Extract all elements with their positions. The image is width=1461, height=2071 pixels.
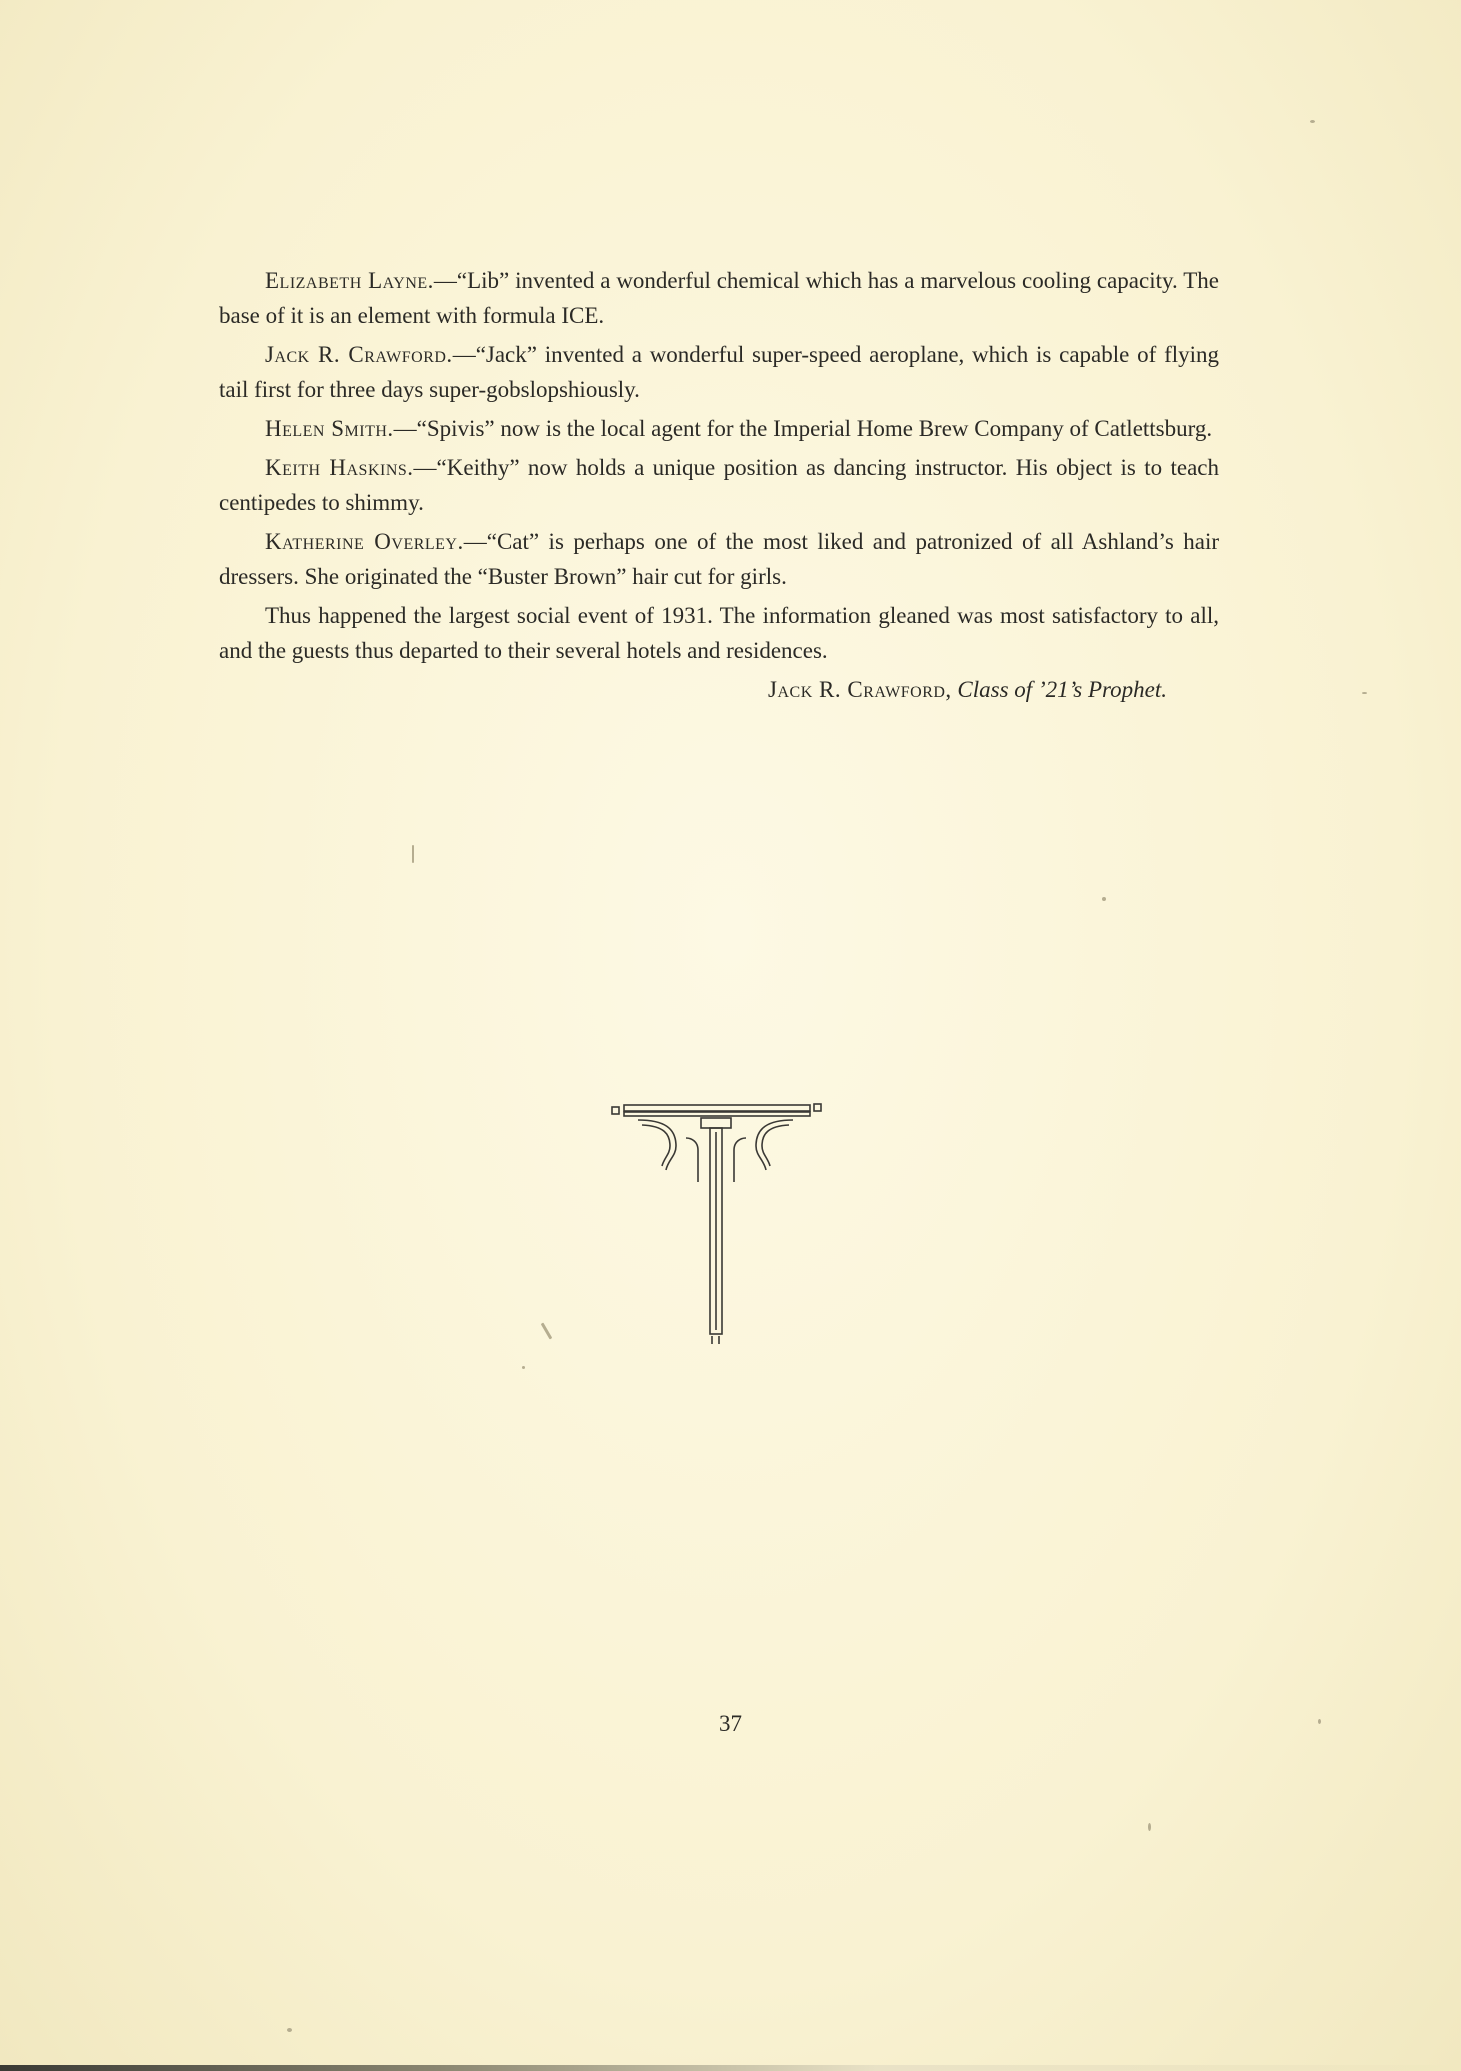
entry-name: Jack R. Crawford. [265, 342, 453, 367]
entry-paragraph [219, 450, 1219, 520]
t-shaped-ornament-icon [606, 1098, 828, 1346]
paper-speck [1310, 120, 1315, 123]
entry-name: Katherine Overley. [265, 529, 464, 554]
paper-speck [1362, 692, 1367, 694]
entry-text: —“Cat” is perhaps one of the most liked and patronized of all Ashland’s hair dressers. She originated the “Buster Brown” hair cut for girls. [219, 529, 1219, 589]
entry-paragraph [219, 411, 1219, 446]
entry-name: Keith Haskins. [265, 455, 414, 480]
paper-speck [1148, 1823, 1151, 1831]
paper-speck [412, 845, 414, 863]
entry-text: —“Spivis” now is the local agent for the Imperial Home Brew Company of Catlettsburg. [393, 416, 1213, 441]
entry-text: —“Keithy” now holds a unique position as dancing instructor. His object is to teach centipedes to shimmy. [219, 455, 1219, 515]
scan-edge [0, 2065, 1461, 2071]
entry-paragraph [219, 337, 1219, 407]
page-number: 37 [719, 1711, 742, 1736]
signature-title: Class of ’21’s Prophet. [957, 677, 1167, 702]
entry-text: —“Jack” invented a wonderful super-speed aeroplane, which is capable of flying tail first for three days super-gobslopshiously. [219, 342, 1220, 402]
prophecy-text [219, 263, 1219, 711]
entry-text: —“Lib” invented a wonderful chemical which has a marvelous cooling capacity. The base of it is an element with formula ICE. [219, 268, 1219, 328]
paper-speck [1318, 1719, 1321, 1724]
paper-speck [522, 1366, 525, 1369]
paper-speck [1102, 897, 1106, 901]
signature-name: Jack R. Crawford, [768, 677, 952, 702]
paper-speck [287, 2028, 292, 2032]
paper-speck [541, 1322, 553, 1339]
entry-name: Helen Smith. [265, 416, 394, 441]
entry-paragraph [219, 524, 1219, 594]
signature [219, 672, 1219, 707]
closing-paragraph: Thus happened the largest social event of 1931. The information gleaned was most satisfactory to all, and the guests thus departed to their several hotels and residences. [219, 603, 1219, 663]
entry-name: Elizabeth Layne. [265, 268, 434, 293]
entry-paragraph [219, 263, 1219, 333]
